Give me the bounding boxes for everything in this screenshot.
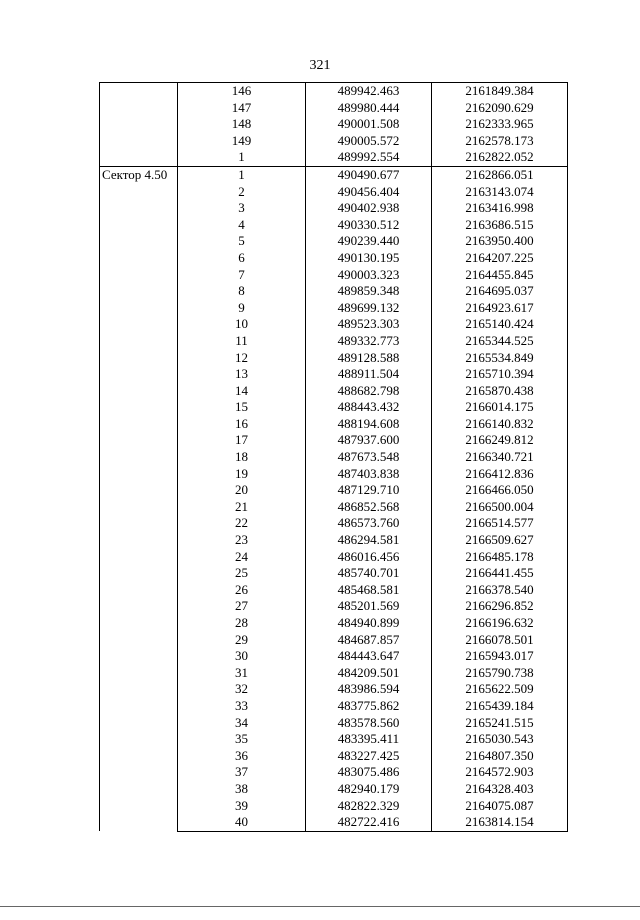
y-coordinate-cell: 2166249.812 [432,432,568,449]
y-coordinate-cell: 2166509.627 [432,532,568,549]
y-coordinate-cell: 2165870.438 [432,383,568,400]
point-number-cell: 4 [178,217,306,234]
y-coordinate-cell: 2164207.225 [432,250,568,267]
x-coordinate-cell: 483578.560 [306,715,432,732]
y-coordinate-cell: 2164075.087 [432,798,568,815]
y-coordinate-cell: 2166340.721 [432,449,568,466]
y-coordinate-cell: 2163686.515 [432,217,568,234]
point-number-cell: 24 [178,549,306,566]
y-coordinate-cell: 2166296.852 [432,598,568,615]
point-number-cell: 36 [178,748,306,765]
x-coordinate-cell: 490003.323 [306,267,432,284]
point-number-cell: 40 [178,814,306,831]
y-coordinate-cell: 2166014.175 [432,399,568,416]
x-coordinate-cell: 482822.329 [306,798,432,815]
point-number-cell: 6 [178,250,306,267]
table-row [100,166,568,183]
y-coordinate-cell: 2164695.037 [432,283,568,300]
y-coordinate-cell: 2163143.074 [432,184,568,201]
point-number-cell: 32 [178,681,306,698]
x-coordinate-cell: 490130.195 [306,250,432,267]
x-coordinate-cell: 490005.572 [306,133,432,150]
x-coordinate-cell: 486573.760 [306,515,432,532]
y-coordinate-cell: 2166196.632 [432,615,568,632]
y-coordinate-cell: 2162578.173 [432,133,568,150]
point-number-cell: 5 [178,233,306,250]
x-coordinate-cell: 489942.463 [306,83,432,100]
point-number-cell: 16 [178,416,306,433]
point-number-cell: 8 [178,283,306,300]
point-number-cell: 22 [178,515,306,532]
y-coordinate-cell: 2165534.849 [432,350,568,367]
point-number-cell: 148 [178,116,306,133]
x-coordinate-cell: 486016.456 [306,549,432,566]
y-coordinate-cell: 2166078.501 [432,632,568,649]
x-coordinate-cell: 485201.569 [306,598,432,615]
point-number-cell: 29 [178,632,306,649]
point-number-cell: 149 [178,133,306,150]
y-coordinate-cell: 2166500.004 [432,499,568,516]
x-coordinate-cell: 486852.568 [306,499,432,516]
x-coordinate-cell: 487937.600 [306,432,432,449]
x-coordinate-cell: 483075.486 [306,764,432,781]
point-number-cell: 21 [178,499,306,516]
table-row [100,83,568,100]
y-coordinate-cell: 2162822.052 [432,149,568,166]
y-coordinate-cell: 2166466.050 [432,482,568,499]
x-coordinate-cell: 484940.899 [306,615,432,632]
point-number-cell: 27 [178,598,306,615]
x-coordinate-cell: 483986.594 [306,681,432,698]
x-coordinate-cell: 483775.862 [306,698,432,715]
y-coordinate-cell: 2162866.051 [432,166,568,183]
point-number-cell: 10 [178,316,306,333]
point-number-cell: 23 [178,532,306,549]
point-number-cell: 9 [178,300,306,317]
x-coordinate-cell: 485468.581 [306,582,432,599]
y-coordinate-cell: 2164923.617 [432,300,568,317]
page-number: 321 [309,58,331,73]
y-coordinate-cell: 2163950.400 [432,233,568,250]
point-number-cell: 33 [178,698,306,715]
y-coordinate-cell: 2166485.178 [432,549,568,566]
x-coordinate-cell: 484687.857 [306,632,432,649]
y-coordinate-cell: 2166140.832 [432,416,568,433]
point-number-cell: 37 [178,764,306,781]
point-number-cell: 30 [178,648,306,665]
point-number-cell: 7 [178,267,306,284]
coordinates-table [99,82,568,832]
bottom-rule [0,906,640,907]
y-coordinate-cell: 2165710.394 [432,366,568,383]
x-coordinate-cell: 490239.440 [306,233,432,250]
y-coordinate-cell: 2165622.509 [432,681,568,698]
x-coordinate-cell: 490490.677 [306,166,432,183]
x-coordinate-cell: 488911.504 [306,366,432,383]
point-number-cell: 18 [178,449,306,466]
x-coordinate-cell: 486294.581 [306,532,432,549]
point-number-cell: 13 [178,366,306,383]
x-coordinate-cell: 484443.647 [306,648,432,665]
sector-cell: Сектор 4.50 [100,166,178,831]
y-coordinate-cell: 2164572.903 [432,764,568,781]
point-number-cell: 35 [178,731,306,748]
point-number-cell: 11 [178,333,306,350]
x-coordinate-cell: 490456.404 [306,184,432,201]
x-coordinate-cell: 489128.588 [306,350,432,367]
x-coordinate-cell: 482722.416 [306,814,432,831]
y-coordinate-cell: 2165943.017 [432,648,568,665]
point-number-cell: 1 [178,149,306,166]
x-coordinate-cell: 490330.512 [306,217,432,234]
y-coordinate-cell: 2163416.998 [432,200,568,217]
y-coordinate-cell: 2165439.184 [432,698,568,715]
x-coordinate-cell: 489992.554 [306,149,432,166]
point-number-cell: 14 [178,383,306,400]
x-coordinate-cell: 489980.444 [306,100,432,117]
y-coordinate-cell: 2165790.738 [432,665,568,682]
point-number-cell: 147 [178,100,306,117]
y-coordinate-cell: 2165241.515 [432,715,568,732]
point-number-cell: 26 [178,582,306,599]
point-number-cell: 146 [178,83,306,100]
y-coordinate-cell: 2166412.836 [432,466,568,483]
x-coordinate-cell: 490001.508 [306,116,432,133]
x-coordinate-cell: 487673.548 [306,449,432,466]
x-coordinate-cell: 489699.132 [306,300,432,317]
y-coordinate-cell: 2164807.350 [432,748,568,765]
point-number-cell: 31 [178,665,306,682]
y-coordinate-cell: 2166378.540 [432,582,568,599]
y-coordinate-cell: 2166441.455 [432,565,568,582]
point-number-cell: 38 [178,781,306,798]
point-number-cell: 1 [178,166,306,183]
coordinates-table-body [100,83,568,832]
point-number-cell: 3 [178,200,306,217]
y-coordinate-cell: 2165140.424 [432,316,568,333]
x-coordinate-cell: 483227.425 [306,748,432,765]
y-coordinate-cell: 2164455.845 [432,267,568,284]
x-coordinate-cell: 485740.701 [306,565,432,582]
point-number-cell: 25 [178,565,306,582]
point-number-cell: 17 [178,432,306,449]
y-coordinate-cell: 2162090.629 [432,100,568,117]
y-coordinate-cell: 2163814.154 [432,814,568,831]
y-coordinate-cell: 2165030.543 [432,731,568,748]
point-number-cell: 2 [178,184,306,201]
x-coordinate-cell: 488682.798 [306,383,432,400]
x-coordinate-cell: 484209.501 [306,665,432,682]
x-coordinate-cell: 482940.179 [306,781,432,798]
point-number-cell: 19 [178,466,306,483]
point-number-cell: 20 [178,482,306,499]
y-coordinate-cell: 2161849.384 [432,83,568,100]
y-coordinate-cell: 2166514.577 [432,515,568,532]
point-number-cell: 15 [178,399,306,416]
x-coordinate-cell: 490402.938 [306,200,432,217]
point-number-cell: 39 [178,798,306,815]
y-coordinate-cell: 2165344.525 [432,333,568,350]
x-coordinate-cell: 483395.411 [306,731,432,748]
x-coordinate-cell: 489332.773 [306,333,432,350]
x-coordinate-cell: 489859.348 [306,283,432,300]
sector-cell [100,83,178,167]
x-coordinate-cell: 487403.838 [306,466,432,483]
x-coordinate-cell: 489523.303 [306,316,432,333]
point-number-cell: 28 [178,615,306,632]
x-coordinate-cell: 488194.608 [306,416,432,433]
point-number-cell: 12 [178,350,306,367]
point-number-cell: 34 [178,715,306,732]
y-coordinate-cell: 2164328.403 [432,781,568,798]
y-coordinate-cell: 2162333.965 [432,116,568,133]
x-coordinate-cell: 487129.710 [306,482,432,499]
x-coordinate-cell: 488443.432 [306,399,432,416]
